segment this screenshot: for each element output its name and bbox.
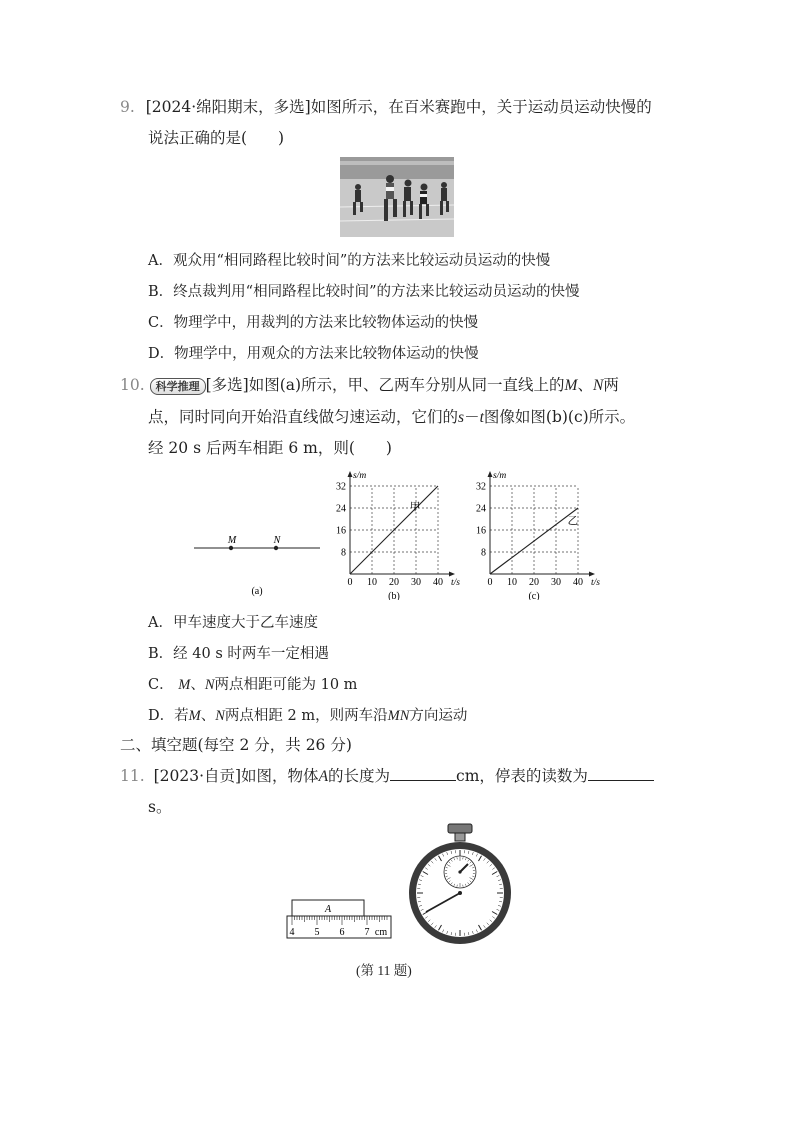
q10-stem-a: [多选]如图(a)所示，甲、乙两车分别从同一直线上的 <box>205 376 565 394</box>
x-tick-label: 10 <box>367 577 377 588</box>
label-m: M <box>227 535 237 546</box>
ruler-figure <box>285 896 395 942</box>
x-tick-label: 40 <box>433 577 443 588</box>
sprint-race-photo <box>340 157 454 237</box>
q10-badge: 科学推理 <box>150 378 206 395</box>
x-tick-label: 30 <box>411 577 421 588</box>
q10-stem-b: 两 <box>603 376 619 394</box>
q10-option-c <box>148 673 357 694</box>
label-n: N <box>273 535 281 546</box>
q10-number: 10. <box>120 376 145 394</box>
q10-line2 <box>148 403 635 432</box>
q11-stem-a: [2023·自贡]如图，物体 <box>153 767 319 785</box>
q10-line2-b: 图像如图(b)(c)所示。 <box>483 408 636 426</box>
series-label: 甲 <box>409 502 421 514</box>
ruler-label-7: 7 <box>364 927 370 938</box>
q9-number: 9. <box>120 98 135 116</box>
q10-t: t <box>479 409 484 426</box>
q10-option-c-prefix: C． <box>148 677 174 693</box>
q10-s: s <box>458 409 465 426</box>
ruler-unit: cm <box>374 927 388 938</box>
chart-b <box>330 462 470 600</box>
point-m <box>229 546 233 550</box>
stopwatch-stem <box>455 833 465 841</box>
x-tick-label: 30 <box>551 577 561 588</box>
q10-line3: 经 20 s 后两车相距 6 m，则( ) <box>148 439 392 457</box>
q10-n: N <box>592 377 604 394</box>
x-tick-label: 0 <box>487 577 493 588</box>
object-a-label: A <box>324 904 332 915</box>
x-axis-label: t/s <box>591 578 600 588</box>
y-tick-label: 16 <box>336 525 346 537</box>
stopwatch <box>404 822 516 946</box>
y-axis-label: s/m <box>353 471 367 481</box>
q10-option-b: B．经 40 s 时两车一定相遇 <box>148 646 329 662</box>
q10-line2-a: 点，同时同向开始沿直线做匀速运动，它们的 <box>148 408 459 426</box>
ruler-label-4: 4 <box>289 927 295 938</box>
y-axis-label: s/m <box>493 471 507 481</box>
y-tick-label: 8 <box>341 547 346 559</box>
q10-option-d-rest: 方向运动 <box>409 708 468 724</box>
q9-option-b: B．终点裁判用“相同路程比较时间”的方法来比较运动员运动的快慢 <box>148 284 580 300</box>
y-tick-label: 32 <box>476 481 486 493</box>
y-tick-label: 8 <box>481 547 486 559</box>
chart-caption: (b) <box>388 591 400 600</box>
x-axis-label: t/s <box>451 578 460 588</box>
ruler-label-6: 6 <box>339 927 345 938</box>
q10-option-d-mid: 两点相距 2 m，则两车沿 <box>224 708 388 724</box>
q10-option-c-n: N <box>204 677 215 693</box>
y-tick-label: 16 <box>476 525 486 537</box>
q9-stem-1: [2024·绵阳期末，多选]如图所示，在百米赛跑中，关于运动员运动快慢的 <box>145 98 652 116</box>
x-axis-arrow <box>589 572 595 577</box>
q10-option-d-sep: 、 <box>200 708 216 724</box>
q11-number: 11. <box>120 767 145 785</box>
q10-option-d-mn: MN <box>387 708 410 724</box>
q10-sep: 、 <box>577 376 593 394</box>
q9-option-d: D．物理学中，用观众的方法来比较物体运动的快慢 <box>148 346 479 362</box>
x-axis-arrow <box>449 572 455 577</box>
q9-stem-2: 说法正确的是( ) <box>148 129 285 147</box>
q9-option-a: A．观众用“相同路程比较时间”的方法来比较运动员运动的快慢 <box>148 253 551 269</box>
chart-caption: (c) <box>528 591 540 600</box>
ruler-label-5: 5 <box>314 927 320 938</box>
q9-option-c: C．物理学中，用裁判的方法来比较物体运动的快慢 <box>148 315 479 331</box>
q10-dash: － <box>464 408 480 426</box>
stopwatch-crown <box>448 824 472 833</box>
figure-a <box>190 530 324 600</box>
chart-c <box>470 462 610 600</box>
q10-option-c-sep: 、 <box>190 677 205 693</box>
chart-c-svg <box>470 462 610 600</box>
q10-option-d <box>148 704 467 725</box>
q11-line2: s。 <box>148 798 172 816</box>
y-tick-label: 24 <box>336 503 346 515</box>
section-2-title: 二、填空题(每空 2 分，共 26 分) <box>120 736 352 754</box>
x-tick-label: 10 <box>507 577 517 588</box>
point-n <box>274 546 278 550</box>
chart-b-svg <box>330 462 470 600</box>
q10-m: M <box>564 377 578 394</box>
q10-option-d-n: N <box>215 708 225 724</box>
q11-caption: (第 11 题) <box>356 963 412 978</box>
series-label: 乙 <box>567 516 579 528</box>
q9-line1 <box>120 93 652 121</box>
q11-stem-b: 的长度为 <box>328 767 391 785</box>
y-tick-label: 32 <box>336 481 346 493</box>
q10-option-d-prefix: D．若 <box>148 708 189 724</box>
q11-blank-2[interactable] <box>588 764 654 781</box>
q11-line1 <box>120 762 654 791</box>
x-tick-label: 40 <box>573 577 583 588</box>
q10-option-c-m: M <box>178 677 191 693</box>
x-tick-label: 0 <box>347 577 353 588</box>
q11-unit1: cm，停表的读数为 <box>456 767 588 785</box>
x-tick-label: 20 <box>389 577 399 588</box>
y-axis-arrow <box>488 471 493 477</box>
q11-blank-1[interactable] <box>390 764 456 781</box>
y-axis-arrow <box>348 471 353 477</box>
q10-option-a: A．甲车速度大于乙车速度 <box>148 615 318 631</box>
caption-a: (a) <box>251 586 263 597</box>
q11-a: A <box>318 768 329 785</box>
q10-option-d-m: M <box>188 708 201 724</box>
y-tick-label: 24 <box>476 503 486 515</box>
q10-line1 <box>120 371 619 400</box>
q10-option-c-rest: 两点相距可能为 10 m <box>214 677 358 693</box>
x-tick-label: 20 <box>529 577 539 588</box>
